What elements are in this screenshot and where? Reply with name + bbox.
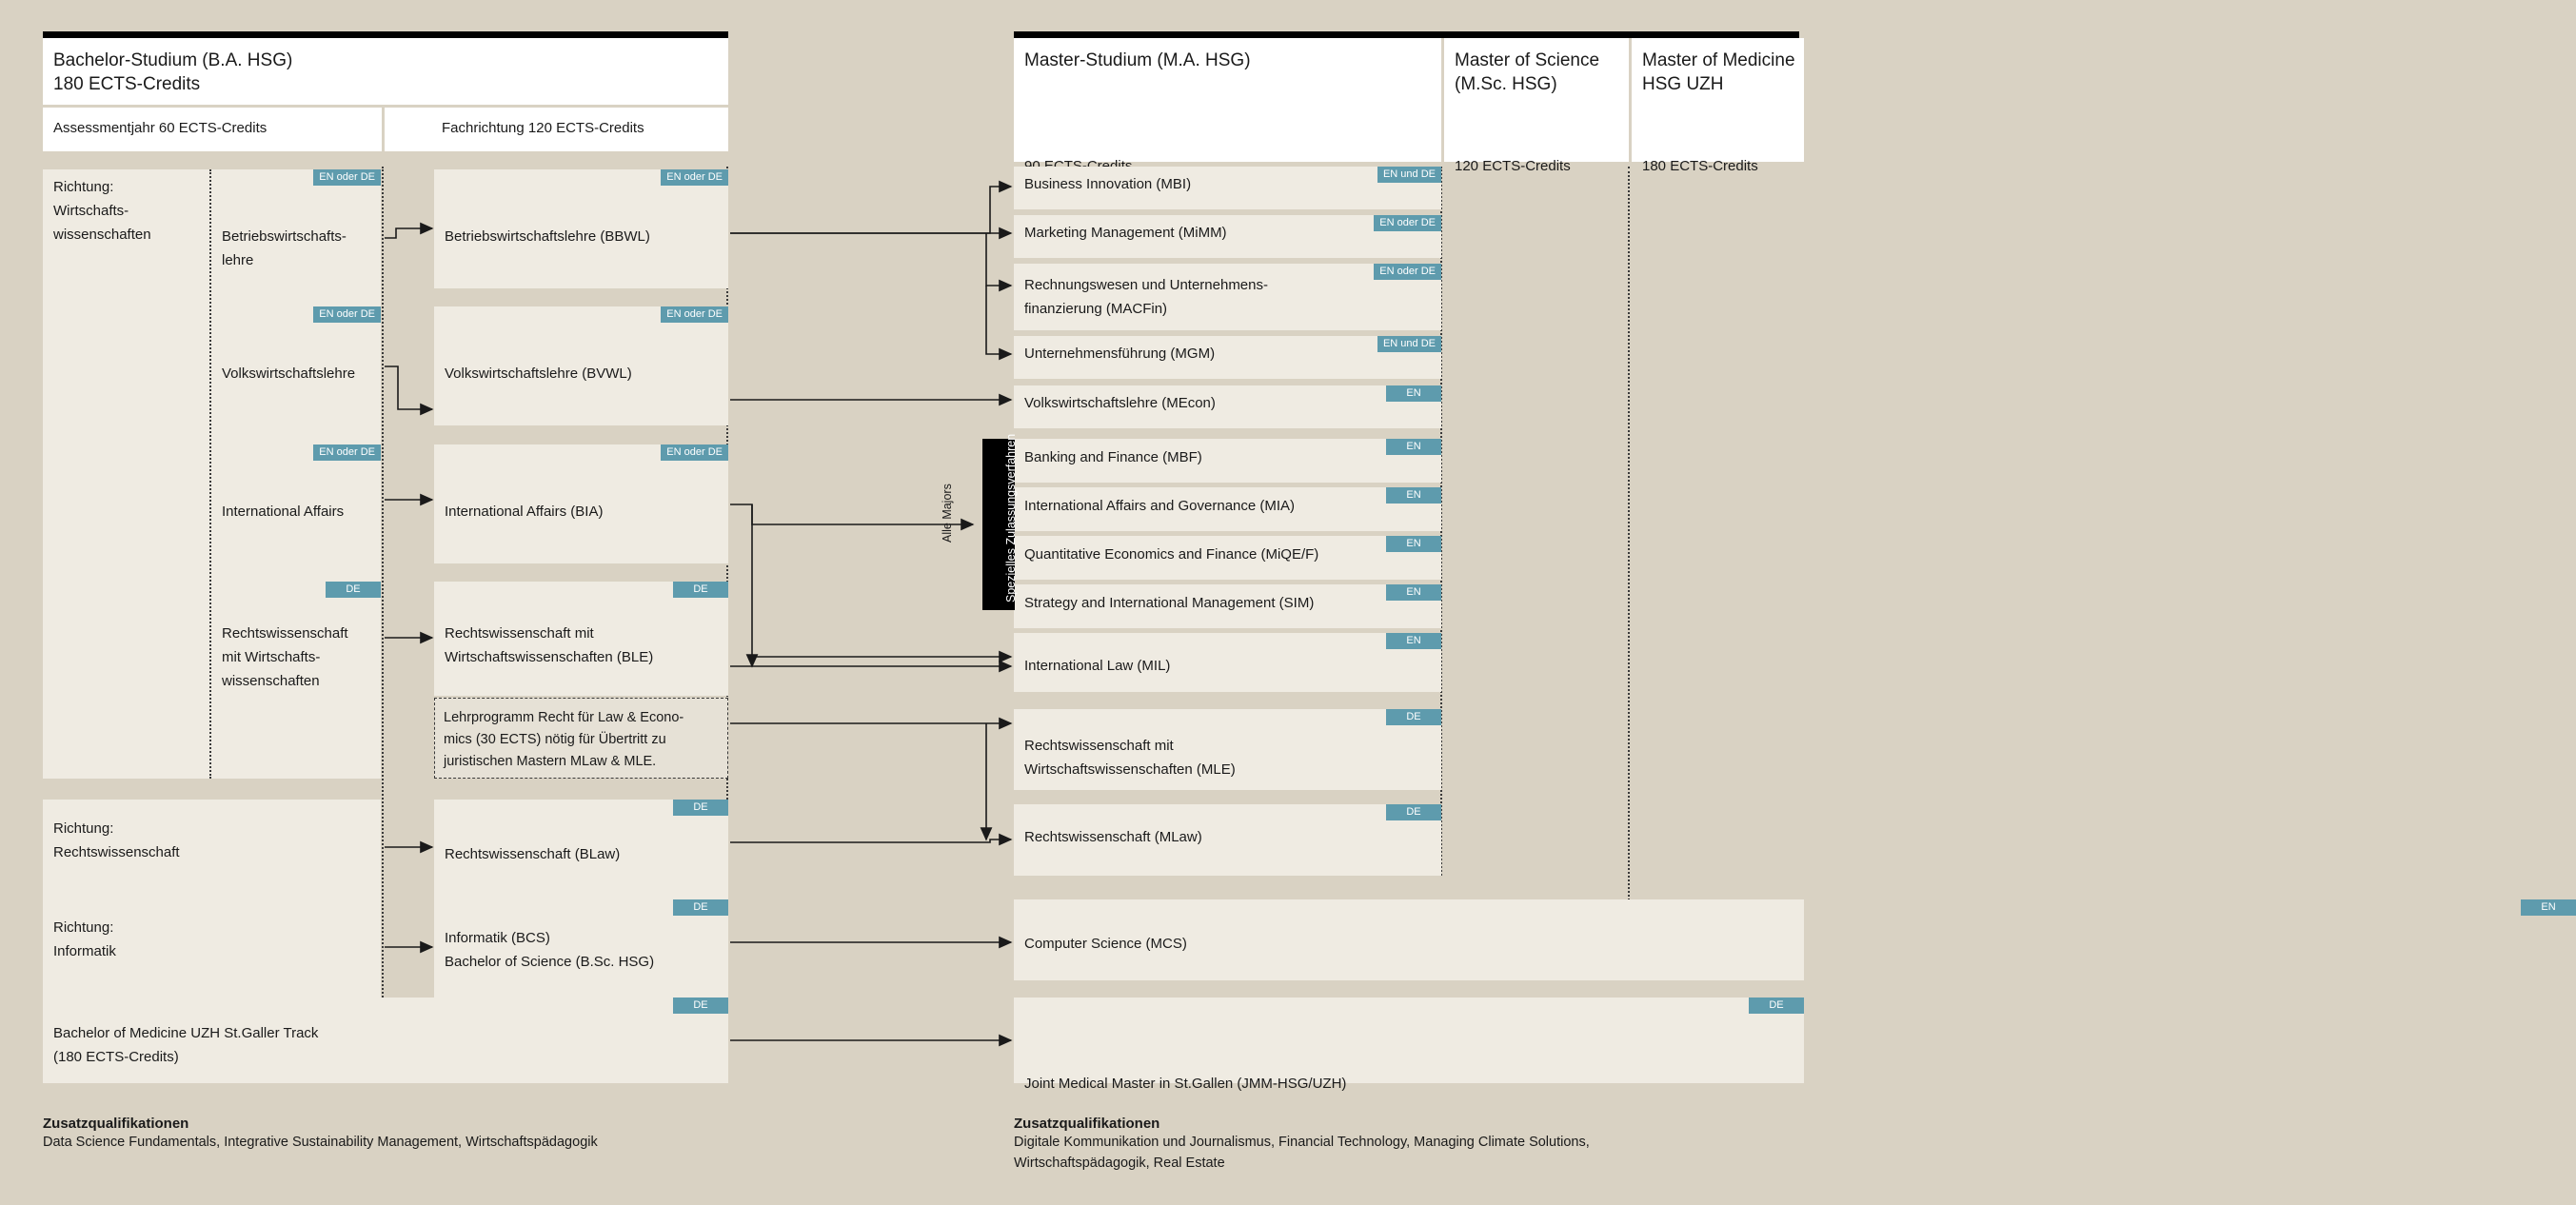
bachelor-bcs-line1: Informatik (BCS) [445,930,550,946]
header-master-title: Master-Studium (M.A. HSG) [1024,50,1251,70]
bachelor-medicine-label [53,1021,318,1069]
separator-direction-assessment [209,169,211,779]
bachelor-medicine-line2: (180 ECTS-Credits) [53,1049,179,1065]
assessment-vwl-line1: Volkswirtschaftslehre [222,365,356,382]
bachelor-bvwl-label [445,362,632,385]
lang-badge-assessment-ble: DE [326,582,381,598]
master-macfin-line1: Rechnungswesen und Unternehmens- [1024,277,1268,293]
gate-left-label: Alle Majors [941,484,954,543]
lang-badge-mgm: EN und DE [1377,336,1441,352]
assessment-bwl-line1: Betriebswirtschafts- [222,228,347,245]
bachelor-box-ble [434,582,728,696]
assessment-ia-label [222,500,344,523]
header-msc-subtitle: 120 ECTS-Credits [1455,158,1571,174]
lang-badge-mil: EN [1386,633,1441,649]
lang-badge-assessment-ia: EN oder DE [313,444,381,461]
master-mil-label: International Law (MIL) [1024,658,1171,674]
header-bachelor [43,38,728,105]
bachelor-box-bia [434,444,728,563]
header-msc-title-line1: Master of Science [1455,50,1600,70]
direction-informatik-line1: Richtung: [53,919,114,936]
bachelor-box-bbwl [434,169,728,288]
header-bachelor-title: Bachelor-Studium (B.A. HSG) [53,50,293,70]
lang-badge-assessment-vwl: EN oder DE [313,306,381,323]
assessment-ia-line1: International Affairs [222,504,345,520]
master-macfin-line2: finanzierung (MACFin) [1024,301,1168,317]
lang-badge-jmm: DE [1749,998,1804,1014]
bachelor-medicine-line1: Bachelor of Medicine UZH St.Galler Track [53,1025,319,1041]
master-mecon-label: Volkswirtschaftslehre (MEcon) [1024,395,1216,411]
bachelor-ble-line1: Rechtswissenschaft mit [445,625,594,642]
medicine-box-jmm [1014,998,1804,1092]
lang-badge-macfin: EN oder DE [1374,264,1441,280]
bachelor-bia-line1: International Affairs (BIA) [445,504,604,520]
header-assessment-label: Assessmentjahr 60 ECTS-Credits [53,120,268,136]
note-line1: Lehrprogramm Recht für Law & Econo- [444,710,684,725]
direction-recht-line2: Rechtswissenschaft [53,844,180,860]
assessment-ble-label [222,622,348,693]
header-master [1014,38,1441,162]
lang-badge-bbwl: EN oder DE [661,169,728,186]
lang-badge-bachelor-medicine: DE [673,998,728,1014]
master-box-mbi [1014,167,1441,209]
assessment-bwl-line2: lehre [222,252,254,268]
lang-badge-sim: EN [1386,584,1441,601]
master-mimm-label: Marketing Management (MiMM) [1024,225,1227,241]
assessment-ble-line2: mit Wirtschafts- [222,649,321,665]
separator-msc-medicine [1628,167,1630,980]
master-mgm-label: Unternehmensführung (MGM) [1024,346,1216,362]
bachelor-bvwl-line1: Volkswirtschaftslehre (BVWL) [445,365,632,382]
master-macfin-label [1024,273,1268,321]
direction-informatik-line2: Informatik [53,943,116,959]
direction-label-informatik [53,916,291,963]
bachelor-bcs-label [445,926,654,974]
master-box-mbf [1014,439,1441,483]
lang-badge-mbi: EN und DE [1377,167,1441,183]
assessment-bwl-label [222,225,347,272]
bachelor-box-bvwl [434,306,728,425]
direction-wirtschaft-line3: wissenschaften [53,227,151,243]
master-box-mia [1014,487,1441,531]
msc-box-mcs [1014,899,2556,980]
direction-label-recht [53,817,291,864]
header-msc [1444,38,1629,174]
footer-right-line2: Wirtschaftspädagogik, Real Estate [1014,1156,1225,1171]
lang-badge-mle: DE [1386,709,1441,725]
lang-badge-miqef: EN [1386,536,1441,552]
lang-badge-mbf: EN [1386,439,1441,455]
master-box-mgm [1014,336,1441,379]
bachelor-bbwl-label [445,225,650,248]
master-mle-line1: Rechtswissenschaft mit [1024,738,1174,754]
master-box-macfin [1014,264,1441,330]
master-mbi-label: Business Innovation (MBI) [1024,176,1192,192]
footer-right [1014,1116,1804,1174]
assessment-box-bwl [211,169,381,288]
msc-mcs-label: Computer Science (MCS) [1024,936,1187,952]
lang-badge-mecon: EN [1386,385,1441,402]
master-mle-line2: Wirtschaftswissenschaften (MLE) [1024,761,1236,778]
note-line2: mics (30 ECTS) nötig für Übertritt zu [444,732,666,747]
master-mbf-label: Banking and Finance (MBF) [1024,449,1202,465]
direction-wirtschaft-line2: Wirtschafts- [53,203,129,219]
header-msc-title-line2: (M.Sc. HSG) [1455,74,1557,94]
assessment-box-ble [211,582,381,705]
header-fachrichtung-label: Fachrichtung 120 ECTS-Credits [442,120,644,136]
header-medicine-subtitle: 180 ECTS-Credits [1642,158,1758,174]
lang-badge-bvwl: EN oder DE [661,306,728,323]
bachelor-ble-line2: Wirtschaftswissenschaften (BLE) [445,649,654,665]
header-medicine-title-line2: HSG UZH [1642,74,1724,94]
header-bachelor-subtitle: 180 ECTS-Credits [53,74,201,94]
master-box-miqef [1014,536,1441,580]
bachelor-blaw-line1: Rechtswissenschaft (BLaw) [445,846,621,862]
medicine-jmm-label: Joint Medical Master in St.Gallen (JMM-HSG/UZH) [1024,1076,1347,1092]
lang-badge-mia: EN [1386,487,1441,504]
bachelor-box-blaw [434,800,728,899]
master-box-sim [1014,584,1441,628]
header-assessment [43,108,382,151]
bachelor-bbwl-line1: Betriebswirtschaftslehre (BBWL) [445,228,650,245]
bachelor-box-bcs [434,899,728,999]
master-mlaw-label: Rechtswissenschaft (MLaw) [1024,829,1202,845]
header-medicine [1632,38,1804,174]
bachelor-bia-label [445,500,603,523]
assessment-vwl-label [222,362,355,385]
note-line3: juristischen Mastern MLaw & MLE. [444,754,657,769]
master-box-mil [1014,633,1441,692]
header-medicine-title-line1: Master of Medicine [1642,50,1795,70]
footer-right-line1: Digitale Kommunikation und Journalismus, Financial Technology, Managing Climate Solutions, [1014,1135,1590,1150]
bachelor-bcs-line2: Bachelor of Science (B.Sc. HSG) [445,954,655,970]
assessment-box-ia [211,444,381,563]
note-box-text [444,707,684,773]
lang-badge-bia: EN oder DE [661,444,728,461]
separator-assessment-fachrichtung [382,167,384,1080]
master-mia-label: International Affairs and Governance (MIA) [1024,498,1296,514]
assessment-box-vwl [211,306,381,425]
lang-badge-blaw: DE [673,800,728,816]
lang-badge-ble: DE [673,582,728,598]
footer-left [43,1116,766,1153]
bachelor-blaw-label [445,842,620,866]
lang-badge-assessment-bwl: EN oder DE [313,169,381,186]
footer-left-text: Data Science Fundamentals, Integrative Sustainability Management, Wirtschaftspädagogik [43,1135,598,1150]
assessment-ble-line1: Rechtswissenschaft [222,625,348,642]
footer-left-heading: Zusatzqualifikationen [43,1116,189,1132]
master-box-mecon [1014,385,1441,428]
direction-recht-line1: Richtung: [53,820,114,837]
direction-label-wirtschaft [53,175,225,247]
master-miqef-label: Quantitative Economics and Finance (MiQE/F) [1024,546,1319,563]
lang-badge-mcs: EN [2521,899,2576,916]
bachelor-ble-label [445,622,653,669]
master-box-mimm [1014,215,1441,258]
lang-badge-bcs: DE [673,899,728,916]
header-fachrichtung [385,108,728,151]
master-sim-label: Strategy and International Management (SIM) [1024,595,1315,611]
master-mle-label [1024,734,1236,781]
gate-right-label: Spezielles Zulassungsverfahren [1004,433,1018,602]
master-box-mle [1014,709,1441,790]
bachelor-box-medicine [43,998,728,1083]
note-box-law-economics [434,698,728,779]
assessment-ble-line3: wissenschaften [222,673,320,689]
lang-badge-mimm: EN oder DE [1374,215,1441,231]
footer-right-heading: Zusatzqualifikationen [1014,1116,1160,1132]
top-bar-left [43,31,728,38]
top-bar-right [1014,31,1799,38]
direction-wirtschaft-line1: Richtung: [53,179,114,195]
master-box-mlaw [1014,804,1441,876]
lang-badge-mlaw: DE [1386,804,1441,820]
gate-block-spezielles-zulassungsverfahren [982,433,1018,610]
